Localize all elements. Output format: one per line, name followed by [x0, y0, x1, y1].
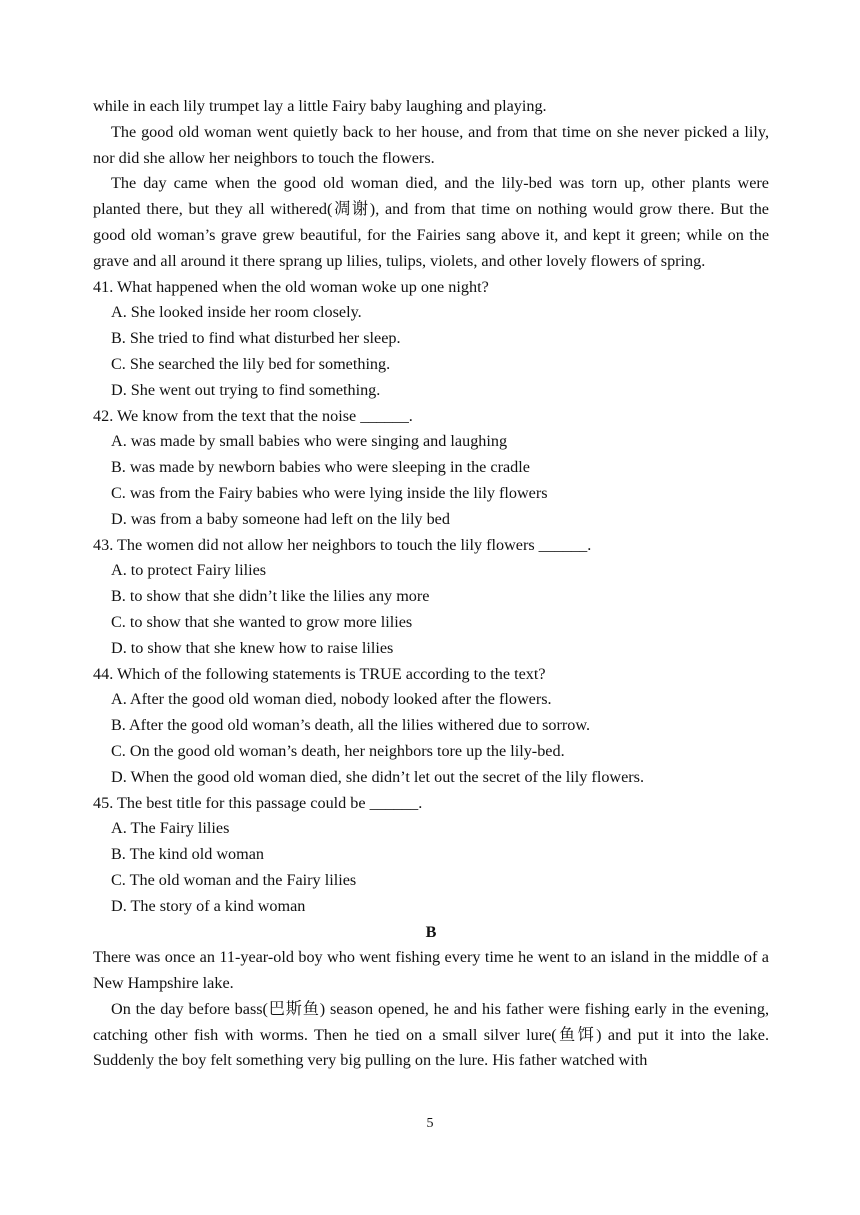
question-stem: 45. The best title for this passage could be ______. — [93, 793, 423, 812]
passage-a-paragraph: The day came when the good old woman died, and the lily-bed was torn up, other plants were planted there, but they all withered(凋谢), and from that time on nothing would grow there. But the good old woman’s grave grew beautiful, for the Fairies sang above it, and kept it green; while on the grave and all around it there sprang up lilies, tulips, violets, and other lovely flowers of spring. — [93, 174, 769, 270]
option-a: A. was made by small babies who were singing and laughing — [111, 432, 508, 451]
question-stem: 44. Which of the following statements is TRUE according to the text? — [93, 664, 546, 683]
option-b: B. to show that she didn’t like the lilies any more — [111, 587, 430, 606]
option-a: A. to protect Fairy lilies — [111, 561, 267, 580]
option-d: D. When the good old woman died, she didn’t let out the secret of the lily flowers. — [111, 767, 645, 786]
option-b: B. The kind old woman — [111, 845, 265, 864]
question-stem: 41. What happened when the old woman woke up one night? — [93, 277, 489, 296]
question-45 — [93, 791, 769, 920]
option-c: C. The old woman and the Fairy lilies — [111, 870, 357, 889]
page-number: 5 — [426, 1116, 434, 1131]
passage-b-paragraph: On the day before bass(巴斯鱼) season opened, he and his father were fishing early in the evening, catching other fish with worms. Then he tied on a small silver lure(鱼饵) and put it into the lake. Suddenly the boy felt something very big pulling on the lure. His father watched with — [93, 999, 769, 1070]
question-44 — [93, 662, 769, 791]
option-a: A. After the good old woman died, nobody looked after the flowers. — [111, 690, 552, 709]
question-41 — [93, 275, 769, 404]
option-c: C. to show that she wanted to grow more lilies — [111, 612, 413, 631]
option-d: D. to show that she knew how to raise lilies — [111, 638, 394, 657]
option-a: A. The Fairy lilies — [111, 819, 230, 838]
passage-a-continuation-line: while in each lily trumpet lay a little Fairy baby laughing and playing. — [93, 97, 547, 115]
question-43 — [93, 533, 769, 662]
option-d: D. was from a baby someone had left on the lily bed — [111, 509, 450, 528]
passage-b-paragraph: There was once an 11-year-old boy who went fishing every time he went to an island in the middle of a New Hampshire lake. — [93, 948, 769, 993]
question-42 — [93, 404, 769, 533]
question-stem: 42. We know from the text that the noise ______. — [93, 406, 413, 425]
document-page — [93, 94, 769, 1074]
option-c: C. On the good old woman’s death, her neighbors tore up the lily-bed. — [111, 741, 565, 760]
question-stem: 43. The women did not allow her neighbors to touch the lily flowers ______. — [93, 535, 592, 554]
option-d: D. The story of a kind woman — [111, 896, 306, 915]
option-c: C. was from the Fairy babies who were lying inside the lily flowers — [111, 483, 548, 502]
option-b: B. She tried to find what disturbed her sleep. — [111, 329, 401, 348]
passage-a-paragraph: The good old woman went quietly back to her house, and from that time on she never picked a lily, nor did she allow her neighbors to touch the flowers. — [93, 122, 769, 167]
section-b-heading: B — [425, 922, 437, 941]
option-d: D. She went out trying to find something. — [111, 380, 381, 399]
option-b: B. was made by newborn babies who were sleeping in the cradle — [111, 458, 530, 477]
option-b: B. After the good old woman’s death, all the lilies withered due to sorrow. — [111, 716, 591, 735]
option-a: A. She looked inside her room closely. — [111, 303, 362, 322]
option-c: C. She searched the lily bed for something. — [111, 354, 391, 373]
